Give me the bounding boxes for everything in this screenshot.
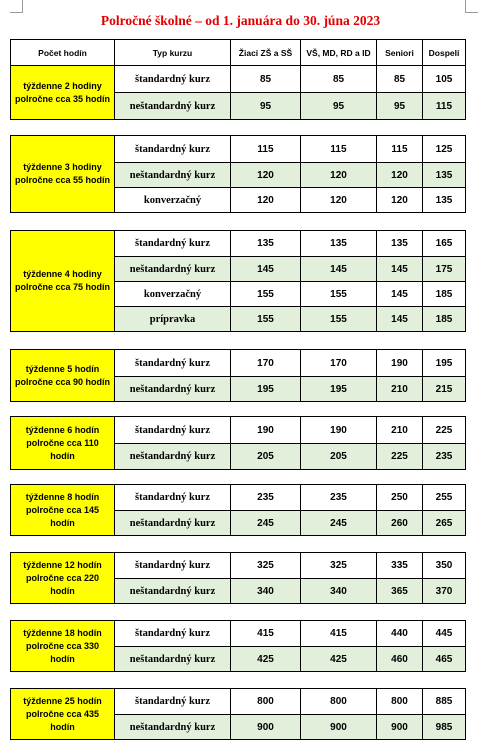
price-students-cell: 115 [231,136,301,163]
course-type-cell: neštandardný kurz [115,257,231,282]
price-seniors-cell: 145 [377,257,423,282]
price-university-cell: 340 [301,579,377,604]
page-corner-mark-left [10,0,23,13]
price-university-cell: 170 [301,350,377,377]
header-type: Typ kurzu [115,40,231,66]
price-students-cell: 325 [231,553,301,579]
price-students-cell: 95 [231,93,301,120]
price-block [10,484,466,536]
price-adults-cell: 115 [423,93,466,120]
course-type-cell: neštandardný kurz [115,511,231,536]
price-seniors-cell: 440 [377,621,423,647]
price-students-cell: 85 [231,66,301,93]
price-university-cell: 155 [301,282,377,307]
price-adults-cell: 445 [423,621,466,647]
price-seniors-cell: 365 [377,579,423,604]
price-university-cell: 800 [301,689,377,715]
price-university-cell: 900 [301,715,377,740]
price-university-cell: 155 [301,307,377,332]
price-block [10,65,466,120]
price-university-cell: 120 [301,188,377,213]
header-seniors: Seniori [377,40,423,66]
course-type-cell: konverzačný [115,188,231,213]
course-type-cell: štandardný kurz [115,66,231,93]
price-university-cell: 205 [301,444,377,470]
price-adults-cell: 125 [423,136,466,163]
price-seniors-cell: 260 [377,511,423,536]
table-row [11,350,466,377]
course-type-cell: neštandardný kurz [115,444,231,470]
price-university-cell: 415 [301,621,377,647]
price-students-cell: 190 [231,417,301,444]
price-adults-cell: 185 [423,282,466,307]
price-seniors-cell: 120 [377,188,423,213]
lesson-count-cell: týždenne 18 hodín polročne cca 330 hodín [11,621,115,672]
price-university-cell: 325 [301,553,377,579]
page-corner-mark-right [465,0,478,13]
course-type-cell: štandardný kurz [115,553,231,579]
price-students-cell: 205 [231,444,301,470]
price-seniors-cell: 800 [377,689,423,715]
price-seniors-cell: 335 [377,553,423,579]
price-students-cell: 900 [231,715,301,740]
price-students-cell: 155 [231,282,301,307]
header-students: Žiaci ZŠ a SŠ [231,40,301,66]
course-type-cell: štandardný kurz [115,689,231,715]
course-type-cell: neštandardný kurz [115,377,231,402]
table-row [11,417,466,444]
course-type-cell: neštandardný kurz [115,93,231,120]
lesson-count-cell: týždenne 4 hodiny polročne cca 75 hodín [11,231,115,332]
price-seniors-cell: 85 [377,66,423,93]
table-row [11,553,466,579]
price-students-cell: 120 [231,163,301,188]
price-seniors-cell: 210 [377,417,423,444]
price-university-cell: 425 [301,647,377,672]
price-university-cell: 135 [301,231,377,257]
price-block [10,416,466,470]
price-block [10,620,466,672]
price-block [10,135,466,213]
price-adults-cell: 885 [423,689,466,715]
price-adults-cell: 225 [423,417,466,444]
price-adults-cell: 185 [423,307,466,332]
price-block [10,688,466,740]
price-adults-cell: 195 [423,350,466,377]
price-students-cell: 235 [231,485,301,511]
price-students-cell: 195 [231,377,301,402]
price-adults-cell: 350 [423,553,466,579]
table-row [11,621,466,647]
price-seniors-cell: 210 [377,377,423,402]
price-seniors-cell: 95 [377,93,423,120]
price-students-cell: 135 [231,231,301,257]
price-students-cell: 155 [231,307,301,332]
header-university: VŠ, MD, RD a ID [301,40,377,66]
course-type-cell: neštandardný kurz [115,715,231,740]
price-students-cell: 245 [231,511,301,536]
table-row [11,231,466,257]
price-university-cell: 235 [301,485,377,511]
lesson-count-cell: týždenne 6 hodín polročne cca 110 hodín [11,417,115,470]
price-students-cell: 425 [231,647,301,672]
lesson-count-cell: týždenne 12 hodín polročne cca 220 hodín [11,553,115,604]
table-row [11,485,466,511]
price-seniors-cell: 900 [377,715,423,740]
price-adults-cell: 255 [423,485,466,511]
lesson-count-cell: týždenne 3 hodiny polročne cca 55 hodín [11,136,115,213]
course-type-cell: štandardný kurz [115,621,231,647]
header-row [11,40,466,66]
lesson-count-cell: týždenne 5 hodín polročne cca 90 hodín [11,350,115,402]
course-type-cell: štandardný kurz [115,417,231,444]
header-adults: Dospelí [423,40,466,66]
price-seniors-cell: 225 [377,444,423,470]
price-university-cell: 95 [301,93,377,120]
lesson-count-cell: týždenne 8 hodín polročne cca 145 hodín [11,485,115,536]
price-seniors-cell: 460 [377,647,423,672]
price-adults-cell: 265 [423,511,466,536]
price-adults-cell: 105 [423,66,466,93]
course-type-cell: štandardný kurz [115,485,231,511]
table-row [11,66,466,93]
course-type-cell: neštandardný kurz [115,647,231,672]
price-seniors-cell: 115 [377,136,423,163]
price-university-cell: 245 [301,511,377,536]
price-block [10,552,466,604]
price-students-cell: 120 [231,188,301,213]
price-adults-cell: 165 [423,231,466,257]
course-type-cell: štandardný kurz [115,350,231,377]
price-adults-cell: 215 [423,377,466,402]
course-type-cell: neštandardný kurz [115,579,231,604]
page-title: Polročné školné – od 1. januára do 30. júna 2023 [100,13,381,28]
lesson-count-cell: týždenne 2 hodiny polročne cca 35 hodín [11,66,115,120]
price-university-cell: 85 [301,66,377,93]
price-block [10,349,466,402]
course-type-cell: konverzačný [115,282,231,307]
price-students-cell: 800 [231,689,301,715]
header-table [10,39,466,66]
price-university-cell: 195 [301,377,377,402]
price-adults-cell: 175 [423,257,466,282]
course-type-cell: štandardný kurz [115,231,231,257]
lesson-count-cell: týždenne 25 hodín polročne cca 435 hodín [11,689,115,740]
price-seniors-cell: 190 [377,350,423,377]
header-count: Počet hodín [11,40,115,66]
course-type-cell: štandardný kurz [115,136,231,163]
price-students-cell: 145 [231,257,301,282]
price-block [10,230,466,332]
price-seniors-cell: 250 [377,485,423,511]
price-students-cell: 340 [231,579,301,604]
course-type-cell: neštandardný kurz [115,163,231,188]
table-row [11,136,466,163]
price-university-cell: 145 [301,257,377,282]
price-university-cell: 190 [301,417,377,444]
price-seniors-cell: 120 [377,163,423,188]
price-university-cell: 115 [301,136,377,163]
price-seniors-cell: 135 [377,231,423,257]
price-adults-cell: 135 [423,188,466,213]
price-seniors-cell: 145 [377,307,423,332]
course-type-cell: prípravka [115,307,231,332]
price-students-cell: 170 [231,350,301,377]
price-adults-cell: 135 [423,163,466,188]
price-adults-cell: 370 [423,579,466,604]
price-adults-cell: 465 [423,647,466,672]
price-students-cell: 415 [231,621,301,647]
table-row [11,689,466,715]
price-seniors-cell: 145 [377,282,423,307]
price-adults-cell: 985 [423,715,466,740]
price-adults-cell: 235 [423,444,466,470]
price-university-cell: 120 [301,163,377,188]
